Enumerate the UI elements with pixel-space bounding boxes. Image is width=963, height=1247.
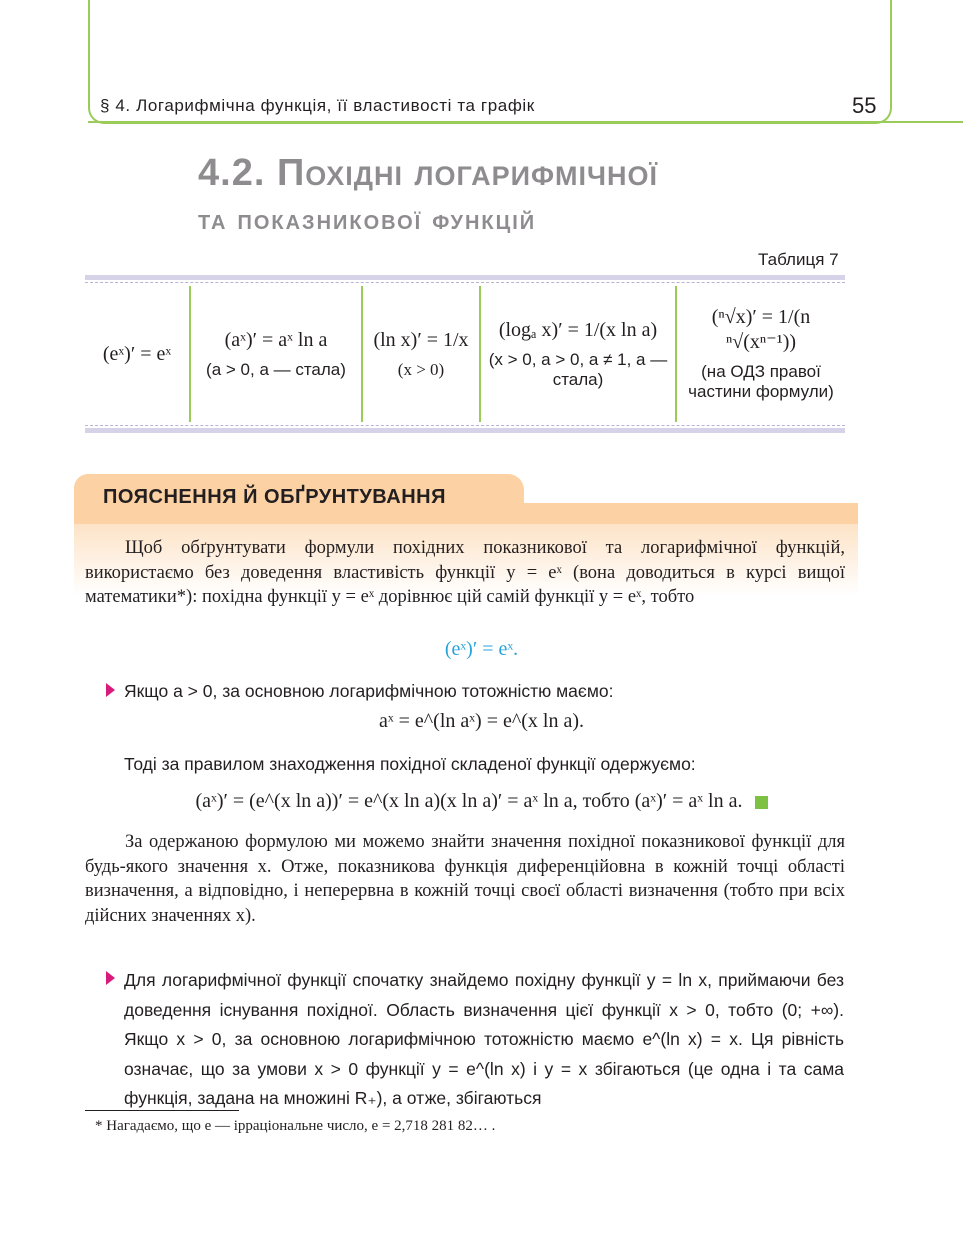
table-cell-1 bbox=[85, 286, 189, 422]
formula-log-derivative: (logₐ x)′ = 1/(x ln a) bbox=[498, 318, 658, 341]
formula-power-derivative: (aˣ)′ = aˣ ln a bbox=[224, 328, 328, 351]
condition-5: (на ОДЗ правої частини формули) bbox=[688, 362, 834, 401]
paragraph-2: Якщо a > 0, за основною логарифмічною тотожністю маємо: bbox=[124, 681, 614, 701]
formula-identity: aˣ = e^(ln aˣ) = e^(x ln a). bbox=[378, 710, 585, 732]
table-label: Таблиця 7 bbox=[758, 250, 839, 269]
table-cell-5 bbox=[677, 286, 845, 422]
header-rule bbox=[88, 121, 963, 123]
title-number: 4.2. bbox=[198, 152, 266, 194]
table-cell-4 bbox=[481, 286, 675, 422]
bullet-triangle-icon bbox=[106, 971, 115, 985]
footnote-rule bbox=[85, 1110, 239, 1111]
table-cell-2 bbox=[191, 286, 361, 422]
condition-3: (x > 0) bbox=[397, 359, 445, 379]
formula-exp-derivative: (eˣ)′ = eˣ bbox=[102, 342, 172, 365]
end-of-proof-icon bbox=[755, 796, 768, 809]
formula-table bbox=[85, 275, 845, 433]
table-cell-3 bbox=[363, 286, 479, 422]
paragraph-1: Щоб обґрунтувати формули похідних показникової та логарифмічної функцій, використаємо без доведення властивість функції y = eˣ (вона доводиться в курсі вищої математики*): похідна функції y = eˣ дорівнює цій самій функції y = eˣ, тобто bbox=[85, 538, 845, 607]
condition-2: (a > 0, a — стала) bbox=[206, 359, 346, 379]
title-line-2: та показникової функцій bbox=[198, 203, 537, 236]
formula-ln-derivative: (ln x)′ = 1/x bbox=[373, 328, 469, 351]
formula-power-proof bbox=[0, 790, 963, 813]
running-head: § 4. Логарифмічна функція, її властивості та графік bbox=[100, 96, 535, 115]
table-top-dash bbox=[85, 282, 845, 283]
paragraph-4: За одержаною формулою ми можемо знайти значення похідної показникової функції для будь-якого значення x. Отже, показникова функція диференційовна в кожній точці області визначення, а відповідно, і неперервна в кожній точці своєї області визначення (тобто при всіх дійсних значеннях x). bbox=[85, 832, 845, 926]
paragraph-3: Тоді за правилом знаходження похідної складеної функції одержуємо: bbox=[124, 754, 696, 774]
title-line-1: Похідні логарифмічної bbox=[276, 152, 658, 194]
page-number: 55 bbox=[852, 93, 877, 118]
condition-4: (x > 0, a > 0, a ≠ 1, a — стала) bbox=[488, 349, 668, 389]
formula-root-derivative: (ⁿ√x)′ = 1/(n ⁿ√(xⁿ⁻¹)) bbox=[711, 306, 811, 353]
bullet-triangle-icon bbox=[106, 683, 115, 697]
footnote: * Нагадаємо, що e — ірраціональне число, e = 2,718 281 82… . bbox=[95, 1118, 496, 1134]
paragraph-5: Для логарифмічної функції спочатку знайдемо похідну функції y = ln x, приймаючи без доведення існування похідної. Область визначення цієї функції x > 0, тобто (0; +∞). Якщо x > 0, за основною логарифмічною тотожністю маємо e^(ln x) = x. Ця рівність означає, що за умови x > 0 функції y = e^(ln x) і y = x збігаються (це одна і та сама функція, задана на множині R₊), а отже, збігаються bbox=[124, 970, 844, 1108]
formula-exp: (eˣ)′ = eˣ. bbox=[444, 638, 519, 660]
table-bottom-dash bbox=[85, 425, 845, 426]
section-title bbox=[198, 150, 658, 238]
section-banner-title: ПОЯСНЕННЯ Й ОБҐРУНТУВАННЯ bbox=[103, 486, 446, 508]
formula-power-proof-text: (aˣ)′ = (e^(x ln a))′ = e^(x ln a)(x ln a)′ = aˣ ln a, тобто (aˣ)′ = aˣ ln a. bbox=[195, 790, 743, 812]
